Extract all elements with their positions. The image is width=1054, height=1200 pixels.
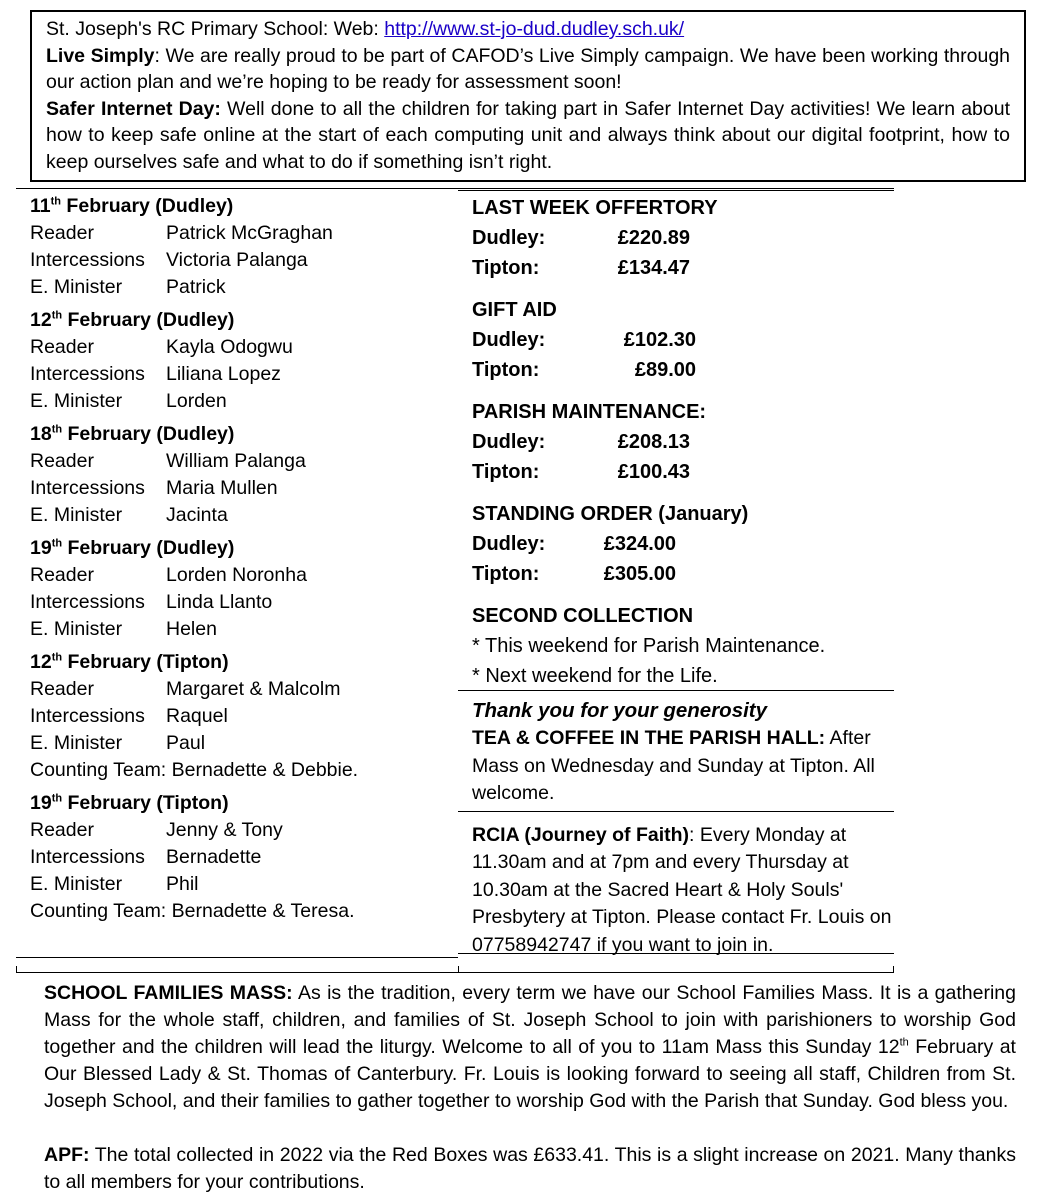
rota-row: Reader Kayla Odogwu bbox=[30, 336, 293, 358]
rota-row: Reader Margaret & Malcolm bbox=[30, 678, 341, 700]
rcia-notice: RCIA (Journey of Faith): Every Monday at 11.30am and at 7pm and every Thursday at 10.30am at the Sacred Heart & Holy Souls' Presbytery at Tipton. Please contact Fr. Louis on 07758942747 if you want to join in. bbox=[472, 823, 892, 956]
bottom-notices bbox=[44, 980, 1016, 1196]
list-item: * Next weekend for the Life. bbox=[472, 665, 718, 687]
divider bbox=[16, 966, 17, 973]
amount-row: Tipton: £89.00 bbox=[472, 359, 696, 381]
amount-row: Dudley: £220.89 bbox=[472, 227, 690, 249]
rota-row: Reader Patrick McGraghan bbox=[30, 222, 333, 244]
rota-row: E. Minister Patrick bbox=[30, 276, 226, 298]
school-news-box bbox=[30, 10, 1026, 182]
rota-date: 12th February (Dudley) bbox=[30, 309, 235, 331]
rota-row: Reader William Palanga bbox=[30, 450, 306, 472]
amount-row: Tipton: £134.47 bbox=[472, 257, 690, 279]
finance-section bbox=[472, 397, 892, 487]
finance-section bbox=[472, 499, 892, 589]
school-families-mass: SCHOOL FAMILIES MASS: As is the tradition, every term we have our School Families Mass. It is a gathering Mass for the whole staff, children, and families of St. Joseph School to join with parishioners to worship God together and the children will lead the liturgy. Welcome to all of you to 11am Mass this Sunday 12th February at Our Blessed Lady & St. Thomas of Canterbury. Fr. Louis is looking forward to seeing all staff, Children from St. Joseph School, and their families to gather together to worship God with the Parish that Sunday. God bless you. bbox=[44, 982, 1017, 1112]
amount-row: Dudley: £324.00 bbox=[472, 533, 676, 555]
apf-notice: APF: The total collected in 2022 via the Red Boxes was £633.41. This is a slight increase on 2021. Many thanks to all members for your contributions. bbox=[44, 1144, 1016, 1193]
school-web-line: St. Joseph's RC Primary School: Web: http://www.st-jo-dud.dudley.sch.uk/ bbox=[46, 18, 685, 40]
amount-row: Tipton: £305.00 bbox=[472, 563, 676, 585]
rota-date: 12th February (Tipton) bbox=[30, 651, 229, 673]
rota-row: E. Minister Lorden bbox=[30, 390, 227, 412]
safer-internet-paragraph: Safer Internet Day: Well done to all the children for taking part in Safer Internet Day activities! We learn about how to keep safe online at the start of each computing unit and always think about our digital footprint, how to keep ourselves safe and what to do if something isn’t right. bbox=[46, 97, 1010, 173]
live-simply-label: Live Simply bbox=[46, 44, 155, 67]
amount-row: Tipton: £100.43 bbox=[472, 461, 690, 483]
divider bbox=[16, 188, 458, 189]
rota-entry bbox=[30, 421, 450, 529]
rota-row: Intercessions Bernadette bbox=[30, 846, 262, 868]
rota-entry bbox=[30, 193, 450, 301]
tea-coffee-notice: TEA & COFFEE IN THE PARISH HALL: After Mass on Wednesday and Sunday at Tipton. All welcome. bbox=[472, 727, 875, 804]
ministry-rota bbox=[30, 193, 450, 931]
section-heading: SECOND COLLECTION bbox=[472, 605, 694, 627]
counting-team: Counting Team: Bernadette & Debbie. bbox=[30, 759, 359, 781]
list-item: * This weekend for Parish Maintenance. bbox=[472, 635, 826, 657]
rota-date: 11th February (Dudley) bbox=[30, 195, 234, 217]
rota-row: E. Minister Jacinta bbox=[30, 504, 228, 526]
rota-row: Intercessions Maria Mullen bbox=[30, 477, 278, 499]
section-heading: STANDING ORDER (January) bbox=[472, 503, 749, 525]
rota-row: Reader Jenny & Tony bbox=[30, 819, 283, 841]
rota-entry bbox=[30, 649, 450, 784]
divider bbox=[16, 957, 458, 958]
rota-date: 19th February (Dudley) bbox=[30, 537, 235, 559]
rota-row: E. Minister Helen bbox=[30, 618, 217, 640]
rota-entry bbox=[30, 535, 450, 643]
live-simply-paragraph: Live Simply: We are really proud to be part of CAFOD’s Live Simply campaign. We have been working through our action plan and we’re hoping to be ready for assessment soon! bbox=[46, 44, 1011, 93]
rota-row: Intercessions Linda Llanto bbox=[30, 591, 273, 613]
section-heading: GIFT AID bbox=[472, 299, 557, 321]
rota-entry bbox=[30, 307, 450, 415]
rota-date: 18th February (Dudley) bbox=[30, 423, 235, 445]
rota-date: 19th February (Tipton) bbox=[30, 792, 229, 814]
safer-internet-label: Safer Internet Day: bbox=[46, 97, 221, 120]
school-website-link[interactable]: http://www.st-jo-dud.dudley.sch.uk/ bbox=[384, 18, 685, 40]
divider bbox=[458, 188, 894, 191]
finance-section bbox=[472, 295, 892, 385]
rota-entry bbox=[30, 790, 450, 925]
rota-row: E. Minister Phil bbox=[30, 873, 199, 895]
divider bbox=[893, 966, 894, 973]
rota-row: Intercessions Raquel bbox=[30, 705, 228, 727]
divider bbox=[16, 972, 894, 973]
section-heading: PARISH MAINTENANCE: bbox=[472, 401, 707, 423]
amount-row: Dudley: £208.13 bbox=[472, 431, 690, 453]
second-collection bbox=[472, 601, 892, 691]
rota-row: Reader Lorden Noronha bbox=[30, 564, 307, 586]
rota-row: E. Minister Paul bbox=[30, 732, 206, 754]
thanks-line: Thank you for your generosity bbox=[472, 699, 768, 722]
rota-row: Intercessions Liliana Lopez bbox=[30, 363, 281, 385]
section-heading: LAST WEEK OFFERTORY bbox=[472, 197, 718, 219]
rota-row: Intercessions Victoria Palanga bbox=[30, 249, 308, 271]
finance-section bbox=[472, 193, 892, 283]
divider bbox=[458, 966, 459, 973]
finance-column bbox=[472, 193, 892, 959]
counting-team: Counting Team: Bernadette & Teresa. bbox=[30, 900, 355, 922]
amount-row: Dudley: £102.30 bbox=[472, 329, 696, 351]
